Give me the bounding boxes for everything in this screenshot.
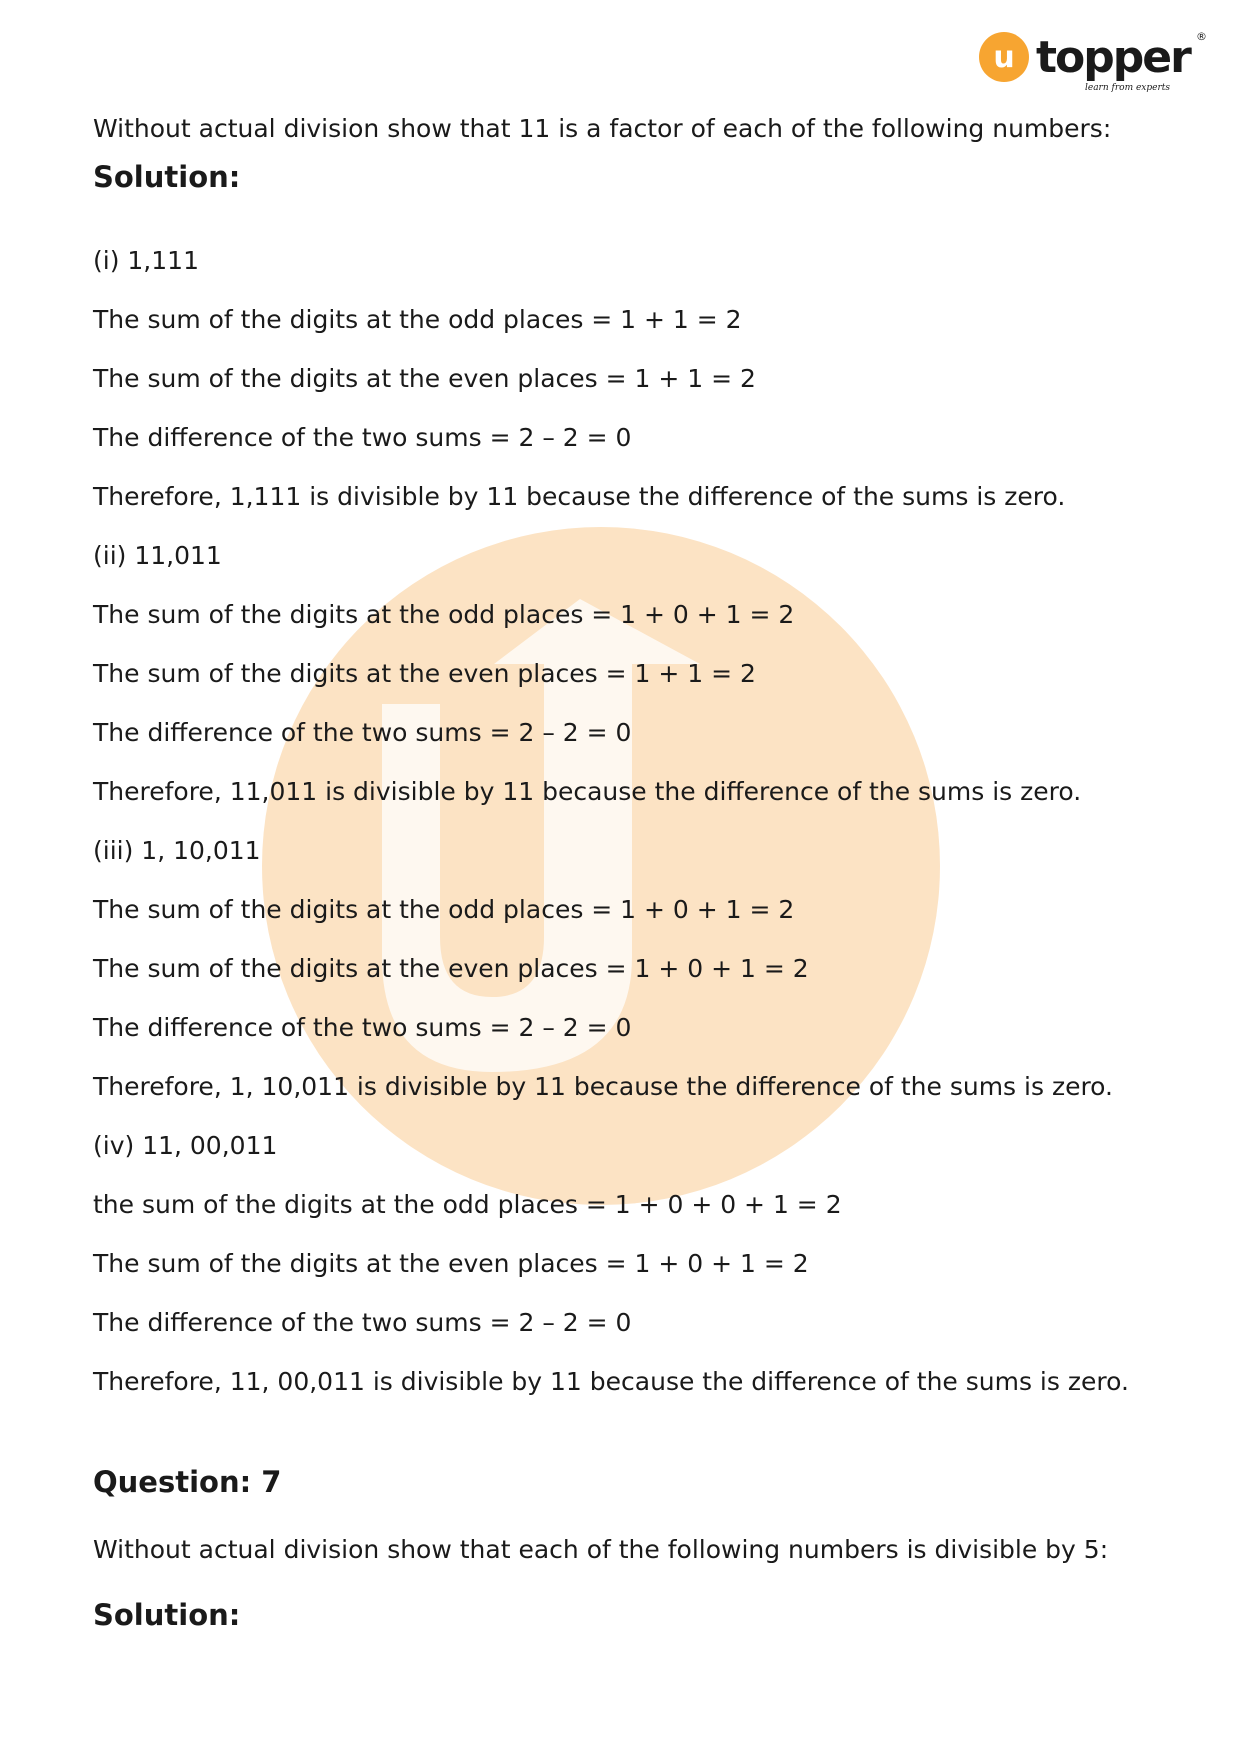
even-sum-line: The sum of the digits at the even places = 1 + 0 + 1 = 2: [93, 954, 809, 983]
logo-tagline: learn from experts: [1084, 83, 1170, 93]
difference-line: The difference of the two sums = 2 – 2 = 0: [93, 1013, 632, 1042]
odd-sum-line: The sum of the digits at the odd places = 1 + 0 + 1 = 2: [93, 600, 795, 629]
conclusion-line: Therefore, 11,011 is divisible by 11 because the difference of the sums is zero.: [93, 777, 1082, 806]
odd-sum-line: The sum of the digits at the odd places = 1 + 0 + 1 = 2: [93, 895, 795, 924]
even-sum-line: The sum of the digits at the even places = 1 + 0 + 1 = 2: [93, 1249, 809, 1278]
question-text: Without actual division show that each of the following numbers is divisible by 5:: [93, 1535, 1109, 1564]
logo-registered-mark: ®: [1196, 30, 1207, 43]
question-heading: Question: 7: [93, 1465, 282, 1499]
question-text: Without actual division show that 11 is a factor of each of the following numbers:: [93, 114, 1112, 143]
difference-line: The difference of the two sums = 2 – 2 = 0: [93, 1308, 632, 1337]
even-sum-line: The sum of the digits at the even places = 1 + 1 = 2: [93, 659, 756, 688]
even-sum-line: The sum of the digits at the even places = 1 + 1 = 2: [93, 364, 756, 393]
part-label: (ii) 11,011: [93, 541, 222, 570]
part-label: (i) 1,111: [93, 246, 199, 275]
solution-heading: Solution:: [93, 1598, 241, 1632]
solution-heading: Solution:: [93, 160, 241, 194]
part-label: (iv) 11, 00,011: [93, 1131, 278, 1160]
part-label: (iii) 1, 10,011: [93, 836, 261, 865]
conclusion-line: Therefore, 11, 00,011 is divisible by 11 because the difference of the sums is zero.: [93, 1367, 1129, 1396]
difference-line: The difference of the two sums = 2 – 2 = 0: [93, 718, 632, 747]
difference-line: The difference of the two sums = 2 – 2 = 0: [93, 423, 632, 452]
conclusion-line: Therefore, 1,111 is divisible by 11 because the difference of the sums is zero.: [93, 482, 1066, 511]
logo-wordmark: topper: [1036, 32, 1190, 83]
odd-sum-line: The sum of the digits at the odd places = 1 + 1 = 2: [93, 305, 742, 334]
logo-letter: u: [993, 40, 1015, 75]
topper-logo: [978, 30, 1208, 96]
odd-sum-line: the sum of the digits at the odd places = 1 + 0 + 0 + 1 = 2: [93, 1190, 842, 1219]
conclusion-line: Therefore, 1, 10,011 is divisible by 11 because the difference of the sums is zero.: [93, 1072, 1113, 1101]
